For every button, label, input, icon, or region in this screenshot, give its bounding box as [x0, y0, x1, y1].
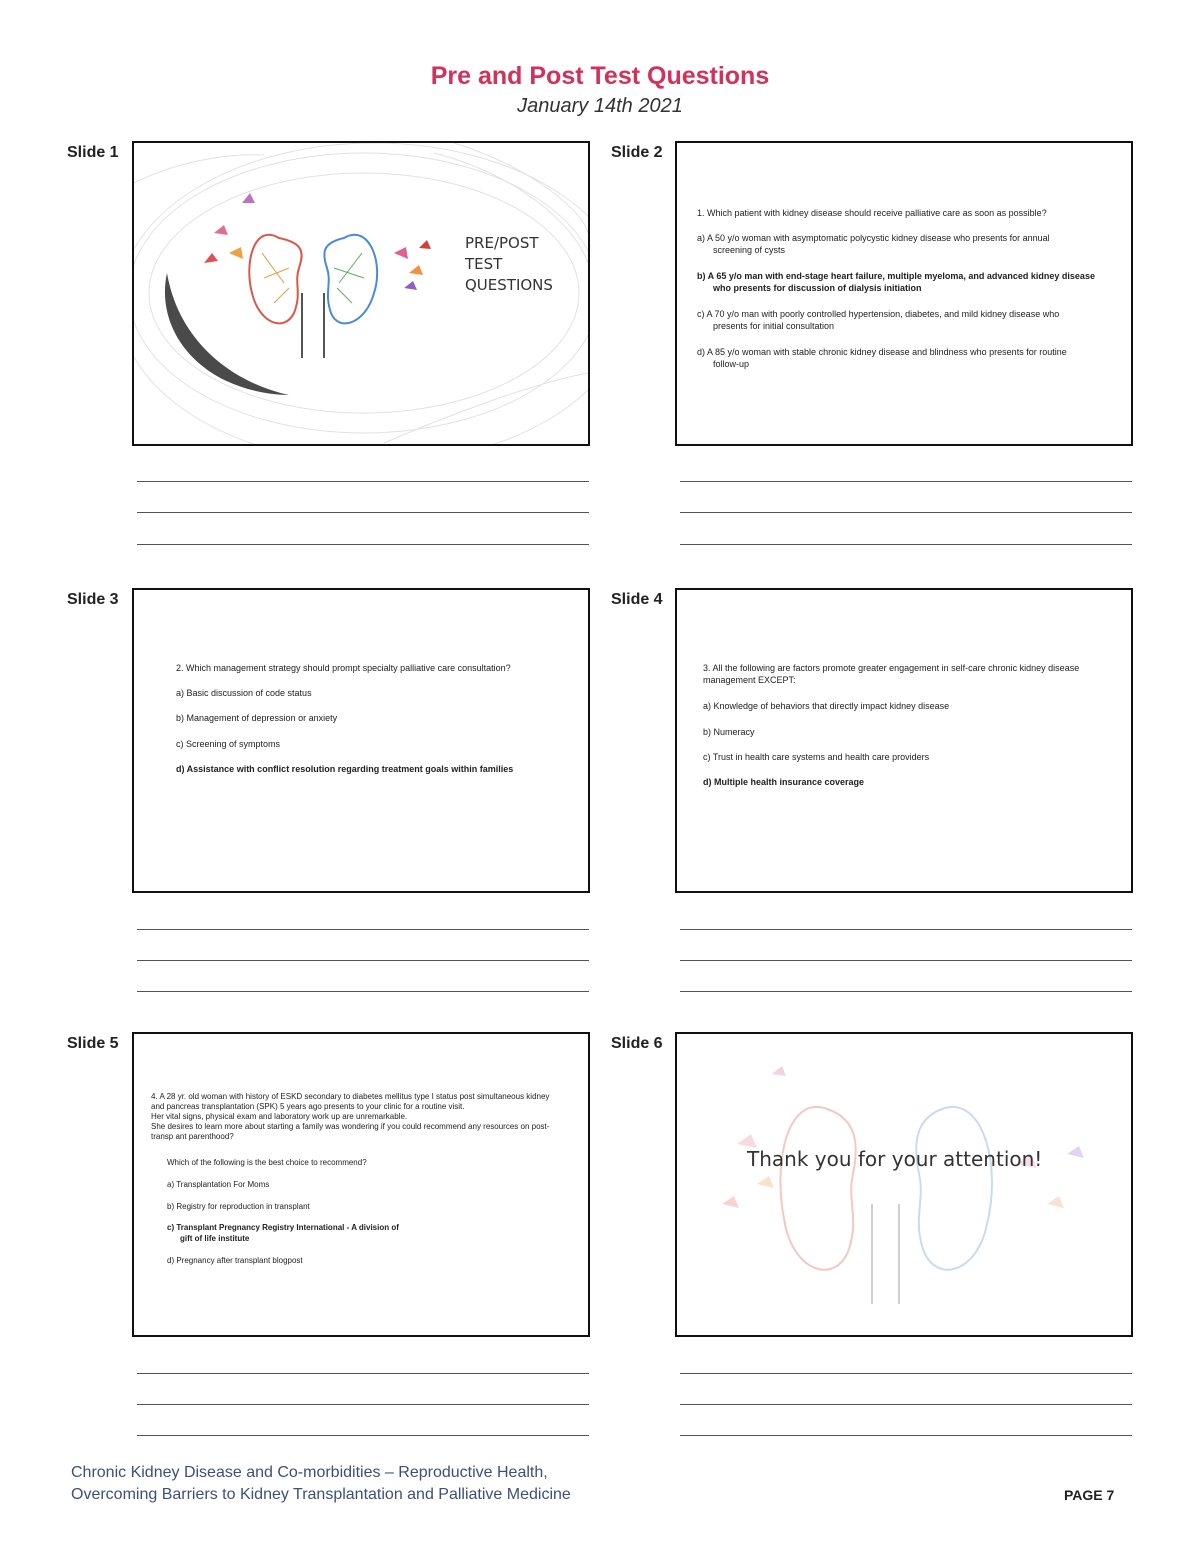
slide-2-option-d-cont: follow-up	[713, 359, 750, 369]
slide-5-label: Slide 5	[67, 1035, 119, 1052]
slide-5-case-line: Her vital signs, physical exam and laboratory work up are unremarkable.	[151, 1112, 408, 1121]
note-line	[680, 481, 1132, 482]
note-line	[137, 544, 589, 545]
slide-2-option-d: d) A 85 y/o woman with stable chronic kidney disease and blindness who presents for routine	[697, 347, 1067, 357]
slide-2	[675, 141, 1133, 446]
slide-3-option-b: b) Management of depression or anxiety	[176, 713, 338, 723]
slide-1-title	[465, 233, 553, 296]
note-line	[137, 929, 589, 930]
slide-6	[675, 1032, 1133, 1337]
note-line	[680, 960, 1132, 961]
slide-5-case-line: 4. A 28 yr. old woman with history of ESKD secondary to diabetes mellitus type I status post simultaneous kidney	[151, 1092, 550, 1101]
slide-1	[132, 141, 590, 446]
slide-6-label: Slide 6	[611, 1035, 663, 1052]
page-date: January 14th 2021	[517, 95, 683, 117]
note-line	[680, 1373, 1132, 1374]
slide-5	[132, 1032, 590, 1337]
slide-2-option-b: b) A 65 y/o man with end-stage heart failure, multiple myeloma, and advanced kidney disease	[697, 271, 1095, 281]
slide-5-option-a: a) Transplantation For Moms	[167, 1180, 270, 1189]
slide-1-title-line: TEST	[465, 255, 503, 273]
slide-2-option-a-cont: screening of cysts	[713, 245, 786, 255]
note-line	[137, 960, 589, 961]
slide-5-case-line: She desires to learn more about starting a family was wondering if you could recommend any resources on post-	[151, 1122, 550, 1131]
slide-3-option-d: d) Assistance with conflict resolution regarding treatment goals within families	[176, 764, 514, 774]
footer-line-1: Chronic Kidney Disease and Co-morbidities – Reproductive Health,	[71, 1464, 548, 1481]
slide-3-option-c: c) Screening of symptoms	[176, 739, 281, 749]
note-line	[680, 929, 1132, 930]
note-line	[680, 512, 1132, 513]
note-line	[137, 512, 589, 513]
slide-5-option-c: c) Transplant Pregnancy Registry International - A division of	[167, 1223, 399, 1232]
slide-5-question: Which of the following is the best choice to recommend?	[167, 1158, 367, 1167]
slide-4-option-b: b) Numeracy	[703, 727, 755, 737]
note-line	[137, 1404, 589, 1405]
slide-2-option-a: a) A 50 y/o woman with asymptomatic polycystic kidney disease who presents for annual	[697, 233, 1050, 243]
note-line	[680, 1435, 1132, 1436]
slide-5-case-line: transp ant parenthood?	[151, 1132, 234, 1141]
slide-3-question: 2. Which management strategy should prompt specialty palliative care consultation?	[176, 663, 511, 673]
slide-4	[675, 588, 1133, 893]
slide-1-title-line: QUESTIONS	[465, 276, 553, 294]
slide-4-question-cont: management EXCEPT:	[703, 675, 796, 685]
slide-3	[132, 588, 590, 893]
slide-5-option-c-cont: gift of life institute	[180, 1234, 250, 1243]
slide-1-title-line: PRE/POST	[465, 234, 539, 252]
slide-2-option-c: c) A 70 y/o man with poorly controlled hypertension, diabetes, and mild kidney disease who	[697, 309, 1060, 319]
slide-5-option-d: d) Pregnancy after transplant blogpost	[167, 1256, 303, 1265]
note-line	[680, 1404, 1132, 1405]
slide-2-question: 1. Which patient with kidney disease should receive palliative care as soon as possible?	[697, 208, 1047, 218]
slide-4-option-d: d) Multiple health insurance coverage	[703, 777, 865, 787]
slide-2-option-b-cont: who presents for discussion of dialysis initiation	[713, 283, 922, 293]
page-number: PAGE 7	[1064, 1487, 1115, 1503]
slide-3-option-a: a) Basic discussion of code status	[176, 688, 312, 698]
page-title: Pre and Post Test Questions	[430, 62, 770, 90]
slide-4-option-c: c) Trust in health care systems and health care providers	[703, 752, 930, 762]
slide-1-label: Slide 1	[67, 144, 119, 161]
slide-5-case-line: and pancreas transplantation (SPK) 5 years ago presents to your clinic for a routine visit.	[151, 1102, 465, 1111]
note-line	[137, 481, 589, 482]
slide-3-label: Slide 3	[67, 591, 119, 608]
note-line	[680, 544, 1132, 545]
note-line	[680, 991, 1132, 992]
note-line	[137, 1373, 589, 1374]
slide-6-text: Thank you for your attention!	[747, 1147, 1043, 1171]
slide-4-option-a: a) Knowledge of behaviors that directly impact kidney disease	[703, 701, 950, 711]
note-line	[137, 991, 589, 992]
slide-2-option-c-cont: presents for initial consultation	[713, 321, 835, 331]
note-line	[137, 1435, 589, 1436]
slide-4-label: Slide 4	[611, 591, 663, 608]
slide-2-label: Slide 2	[611, 144, 663, 161]
slide-4-question: 3. All the following are factors promote greater engagement in self-care chronic kidney disease	[703, 663, 1080, 673]
slide-5-option-b: b) Registry for reproduction in transplant	[167, 1202, 310, 1211]
footer-line-2: Overcoming Barriers to Kidney Transplantation and Palliative Medicine	[71, 1486, 571, 1503]
faded-kidney-illustration	[677, 1034, 1131, 1335]
